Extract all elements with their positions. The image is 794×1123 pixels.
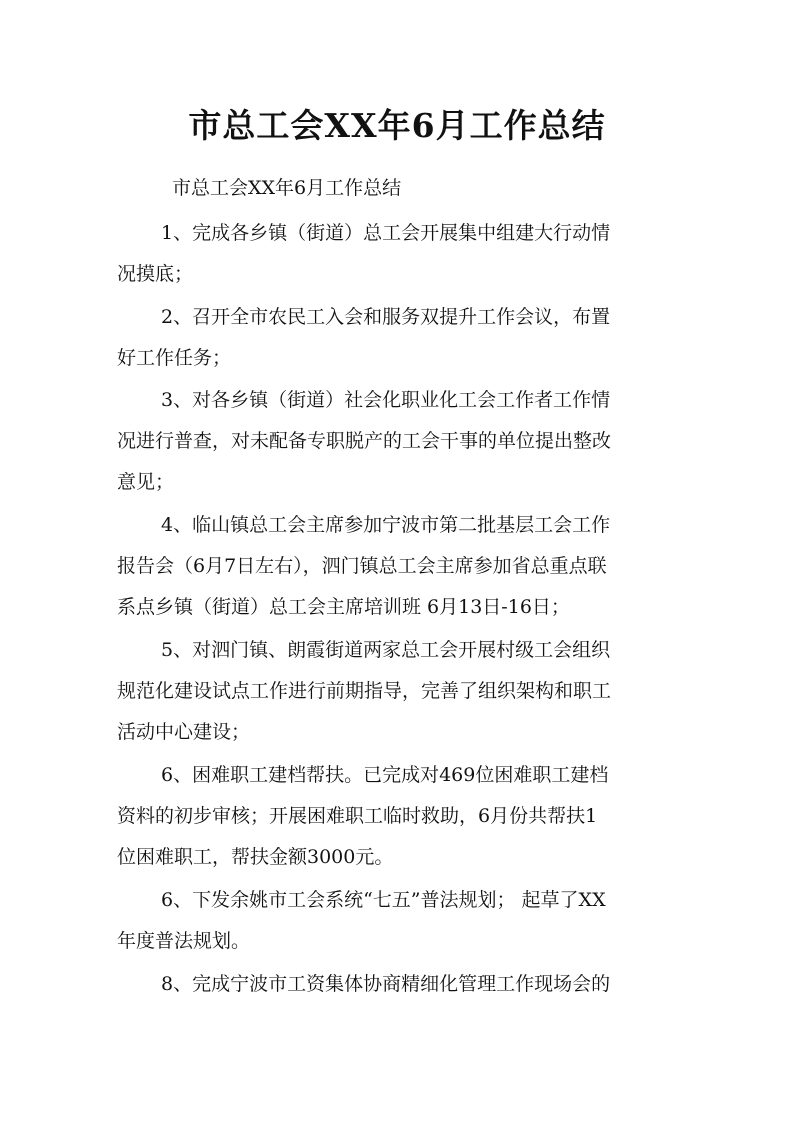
item-6-line-1: 6、困难职工建档帮扶。已完成对469位困难职工建档	[161, 764, 609, 786]
document-title: 市总工会XX年6月工作总结	[188, 106, 606, 145]
item-1-line-1: 1、完成各乡镇（街道）总工会开展集中组建大行动情	[161, 222, 611, 244]
item-4-line-2: 报告会（6月7日左右），泗门镇总工会主席参加省总重点联	[117, 555, 607, 577]
document-subtitle: 市总工会XX年6月工作总结	[172, 177, 402, 199]
item-5-line-1: 5、对泗门镇、朗霞街道两家总工会开展村级工会组织	[161, 639, 611, 661]
item-7-line-2: 年度普法规划。	[117, 930, 251, 952]
item-5-line-2: 规范化建设试点工作进行前期指导，完善了组织架构和职工	[117, 680, 612, 702]
item-1-line-2: 况摸底；	[117, 263, 194, 285]
item-4-line-1: 4、临山镇总工会主席参加宁波市第二批基层工会工作	[161, 514, 611, 536]
item-4-line-3: 系点乡镇（街道）总工会主席培训班 6月13日-16日；	[117, 596, 570, 618]
item-3-line-3: 意见；	[117, 471, 175, 493]
item-7-line-1: 6、下发余姚市工会系统“七五”普法规划； 起草了XX	[161, 889, 606, 911]
item-6-line-2: 资料的初步审核；开展困难职工临时救助，6月份共帮扶1	[117, 805, 598, 827]
item-2-line-1: 2、召开全市农民工入会和服务双提升工作会议，布置	[161, 306, 611, 328]
item-3-line-1: 3、对各乡镇（街道）社会化职业化工会工作者工作情	[161, 389, 611, 411]
item-5-line-3: 活动中心建设；	[117, 721, 251, 743]
item-6-line-3: 位困难职工，帮扶金额3000元。	[117, 846, 394, 868]
item-2-line-2: 好工作任务；	[117, 347, 232, 369]
item-8-line-1: 8、完成宁波市工资集体协商精细化管理工作现场会的	[161, 973, 611, 995]
item-3-line-2: 况进行普查，对未配备专职脱产的工会干事的单位提出整改	[117, 430, 612, 452]
